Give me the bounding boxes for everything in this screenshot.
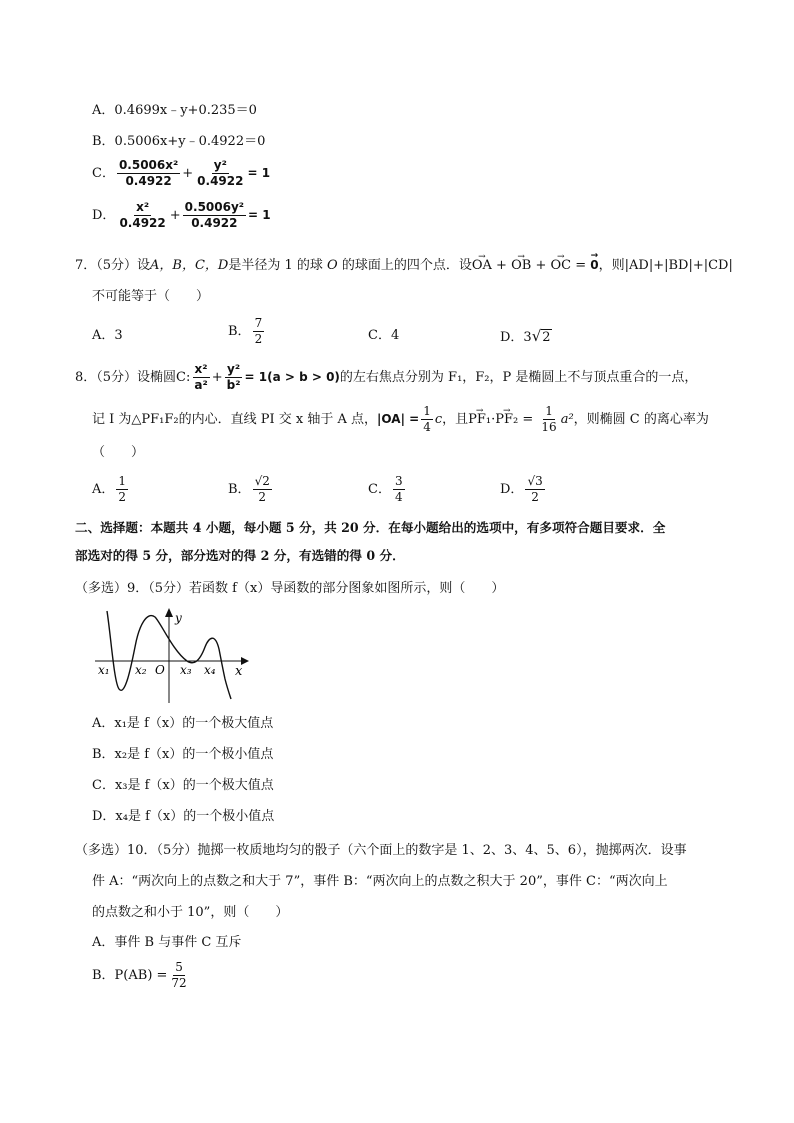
- fraction: $\frac{\text{x²}}{\text{a²}}$: [194, 362, 208, 392]
- x1-label: x₁: [98, 663, 110, 677]
- fraction: $\frac{\text{y²}}{0.4922}$: [197, 158, 244, 188]
- fraction: $\frac{3}{4}$: [394, 474, 403, 504]
- x2-label: x₂: [135, 663, 147, 677]
- fraction: $\frac{5}{72}$: [171, 960, 187, 990]
- section-heading-line2: 部选对的得 5 分，部分选对的得 2 分，有选错的得 0 分．: [75, 548, 405, 563]
- q7-option-d: D．3√2: [500, 327, 551, 345]
- q9-option-c: C．x₃是 f（x）的一个极大值点: [92, 778, 274, 793]
- q8-option-d: D． $\frac{√3}{2}$: [500, 474, 543, 504]
- fraction: $\frac{√3}{2}$: [527, 474, 543, 504]
- q8-stem-line2: 记 I 为△PF₁F₂的内心．直线 PI 交 x 轴于 A 点，|OA| = $\frac{1}{4}$ c，且→ PF₁·→ PF₂ = $\frac{1}{16}$ a²，则椭圆 C 的离心率为: [92, 404, 709, 435]
- q7-option-b: B． $\frac{7}{2}$: [228, 316, 263, 346]
- q6-option-b: B．0.5006x+y﹣0.4922＝0: [92, 134, 266, 149]
- y-axis-arrow: [165, 608, 173, 617]
- fraction: $\frac{\text{0.5006y²}}{0.4922}$: [184, 200, 245, 230]
- derivative-graph: [95, 607, 255, 703]
- q9-option-a: A．x₁是 f（x）的一个极大值点: [92, 716, 274, 731]
- origin-label: O: [155, 663, 165, 677]
- x-axis-label: x: [235, 664, 243, 679]
- fraction: $\frac{1}{4}$: [423, 404, 431, 434]
- q10-stem: （多选）10．（5分）抛掷一枚质地均匀的骰子（六个面上的数字是 1、2、3、4、5、6），抛掷两次．设事: [75, 843, 687, 858]
- fraction: $\frac{\text{y²}}{\text{b²}}$: [226, 362, 241, 392]
- fraction: $\frac{1}{16}$: [541, 404, 557, 434]
- q10-stem-line2: 件 A：“两次向上的点数之和大于 7”，事件 B：“两次向上的点数之积大于 20”，事件 C：“两次向上: [92, 874, 668, 889]
- q7-stem-line2: 不可能等于（ ）: [92, 289, 210, 304]
- fraction: $\frac{\text{0.5006x²}}{0.4922}$: [118, 158, 179, 188]
- option-label: D．: [92, 208, 116, 223]
- q8-option-c: C． $\frac{3}{4}$: [368, 474, 403, 504]
- q10-stem-line3: 的点数之和小于 10”，则（ ）: [92, 905, 289, 920]
- q10-option-b: B．P(AB) = $\frac{5}{72}$: [92, 960, 187, 990]
- x4-label: x₄: [204, 663, 216, 677]
- q7-stem: 7．（5分）设A，B，C，D是半径为 1 的球 O 的球面上的四个点．设→ OA + → OB + → OC = → 0，则|AD|+|BD|+|CD|: [75, 256, 733, 275]
- fraction: $\frac{√2}{2}$: [254, 474, 270, 504]
- q9-stem: （多选）9．（5分）若函数 f（x）导函数的部分图象如图所示，则（ ）: [75, 581, 505, 596]
- q10-option-a: A．事件 B 与事件 C 互斥: [92, 935, 242, 950]
- q6-option-a: A．0.4699x﹣y+0.235＝0: [92, 103, 257, 118]
- q7-option-c: C．4: [368, 328, 400, 343]
- q6-option-d: D． $\frac{\text{x²}}{0.4922}$ + $\frac{\text{0.5006y²}}{0.4922}$ = 1: [92, 200, 271, 230]
- q8-option-b: B． $\frac{√2}{2}$: [228, 474, 270, 504]
- option-label: C．: [92, 166, 115, 181]
- fraction: $\frac{\text{x²}}{0.4922}$: [119, 200, 166, 230]
- q8-stem: 8．（5分）设椭圆C: $\frac{\text{x²}}{\text{a²}}$ + $\frac{\text{y²}}{\text{b²}}$ = 1(a > b > 0)的左右焦点分别为 F₁，F₂，P 是椭圆上不与顶点重合的一点，: [75, 362, 698, 392]
- y-axis-label: y: [175, 611, 182, 625]
- q9-option-d: D．x₄是 f（x）的一个极小值点: [92, 809, 275, 824]
- q9-option-b: B．x₂是 f（x）的一个极小值点: [92, 747, 274, 762]
- q7-option-a: A．3: [92, 328, 123, 343]
- fraction: $\frac{7}{2}$: [254, 316, 263, 346]
- q6-option-c: C． $\frac{\text{0.5006x²}}{0.4922}$ + $\frac{\text{y²}}{0.4922}$ = 1: [92, 158, 271, 188]
- section-heading: 二、选择题：本题共 4 小题，每小题 5 分，共 20 分．在每小题给出的选项中，有多项符合题目要求．全: [75, 520, 666, 535]
- x3-label: x₃: [180, 663, 192, 677]
- q8-option-a: A． $\frac{1}{2}$: [92, 474, 127, 504]
- fraction: $\frac{1}{2}$: [118, 474, 127, 504]
- q8-stem-line3: （ ）: [92, 445, 145, 460]
